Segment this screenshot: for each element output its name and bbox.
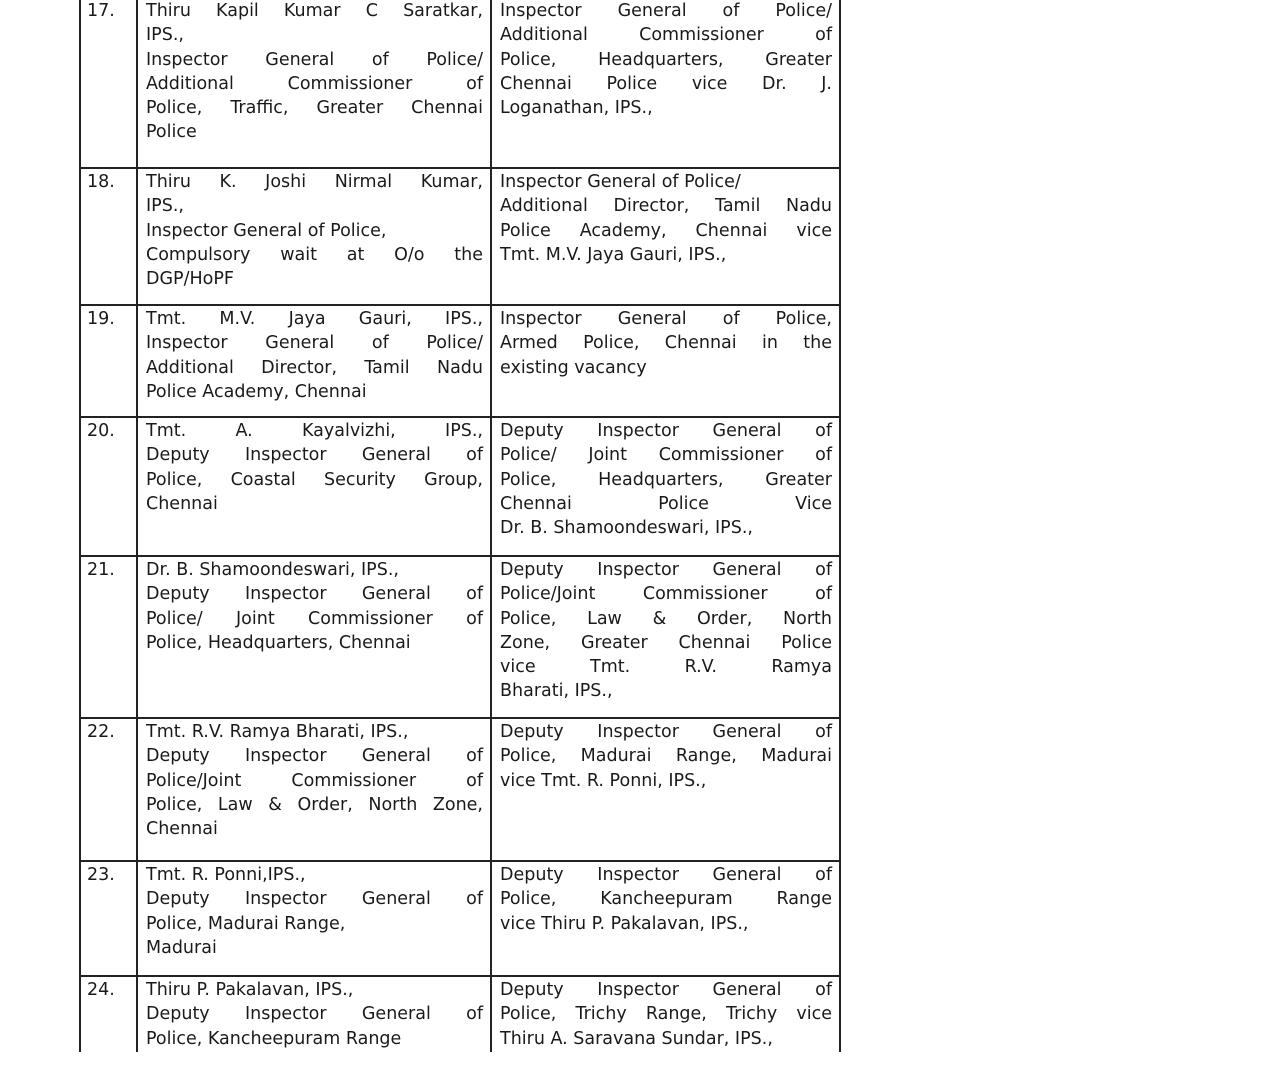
text-line: Deputy Inspector General of: [146, 584, 483, 605]
text-line: Dr. B. Shamoondeswari, IPS.,: [500, 518, 753, 539]
posting-cell: [500, 306, 832, 380]
text-line: Thiru Kapil Kumar C Saratkar,: [146, 1, 483, 21]
text-line: Police Academy, Chennai: [146, 381, 367, 402]
text-line: Police, Madurai Range,: [146, 913, 346, 934]
text-line: Thiru P. Pakalavan, IPS.,: [146, 980, 354, 1000]
text-line: Police Academy, Chennai vice: [500, 220, 832, 241]
text-line: Tmt. R. Ponni,IPS.,: [146, 865, 306, 885]
text-line: Madurai: [146, 937, 217, 958]
text-line: Additional Director, Tamil Nadu: [500, 196, 832, 217]
text-line: Tmt. R.V. Ramya Bharati, IPS.,: [146, 722, 409, 742]
text-line: Inspector General of Police/: [146, 333, 483, 354]
transfer-posting-table: [79, 0, 841, 1052]
text-line: Tmt. M.V. Jaya Gauri, IPS.,: [146, 309, 483, 329]
text-line: Police, Kancheepuram Range: [500, 889, 832, 910]
posting-cell: [500, 557, 832, 704]
text-line: Bharati, IPS.,: [500, 681, 613, 702]
text-line: Police, Trichy Range, Trichy vice: [500, 1004, 832, 1025]
text-line: Deputy Inspector General of: [146, 1004, 483, 1025]
officer-cell: [146, 862, 483, 960]
posting-cell: [500, 977, 832, 1051]
text-line: Inspector General of Police/: [500, 1, 832, 21]
posting-cell: [500, 862, 832, 936]
text-line: Inspector General of Police,: [500, 309, 832, 329]
officer-cell: [146, 0, 483, 145]
text-line: DGP/HoPF: [146, 269, 234, 290]
column-divider: [136, 0, 138, 1052]
column-divider: [490, 0, 492, 1052]
table-row: [79, 860, 841, 975]
text-line: Police, Law & Order, North Zone,: [146, 794, 483, 815]
text-line: Thiru K. Joshi Nirmal Kumar,: [146, 172, 483, 192]
text-line: Armed Police, Chennai in the: [500, 333, 832, 354]
serial-number: 22.: [87, 722, 115, 742]
table-row: [79, 167, 841, 304]
text-line: Deputy Inspector General of: [500, 980, 832, 1000]
table-row: [79, 416, 841, 555]
text-line: IPS.,: [146, 25, 184, 46]
officer-cell: [146, 719, 483, 841]
text-line: Police, Traffic, Greater Chennai: [146, 98, 483, 119]
text-line: Deputy Inspector General of: [500, 865, 832, 885]
serial-number: 23.: [87, 865, 115, 885]
text-line: Inspector General of Police/: [146, 49, 483, 70]
serial-number: 19.: [87, 309, 115, 329]
text-line: Chennai: [146, 819, 218, 840]
text-line: Deputy Inspector General of: [146, 889, 483, 910]
text-line: Additional Director, Tamil Nadu: [146, 357, 483, 378]
text-line: Deputy Inspector General of: [500, 421, 832, 441]
text-line: Deputy Inspector General of: [146, 746, 483, 767]
posting-cell: [500, 418, 832, 540]
text-line: Dr. B. Shamoondeswari, IPS.,: [146, 560, 399, 580]
text-line: vice Thiru P. Pakalavan, IPS.,: [500, 913, 749, 934]
text-line: Police, Headquarters, Greater: [500, 49, 832, 70]
text-line: Deputy Inspector General of: [146, 445, 483, 466]
text-line: Compulsory wait at O/o the: [146, 244, 483, 265]
serial-number: 17.: [87, 1, 115, 21]
text-line: Additional Commissioner of: [146, 73, 483, 94]
text-line: IPS.,: [146, 196, 184, 217]
text-line: Police, Kancheepuram Range: [146, 1028, 402, 1049]
text-line: Police/ Joint Commissioner of: [500, 445, 832, 466]
text-line: existing vacancy: [500, 357, 647, 378]
table-row: [79, 0, 841, 167]
text-line: Thiru A. Saravana Sundar, IPS.,: [500, 1028, 773, 1049]
text-line: Deputy Inspector General of: [500, 560, 832, 580]
officer-cell: [146, 977, 483, 1051]
text-line: Loganathan, IPS.,: [500, 98, 653, 119]
text-line: Chennai Police Vice: [500, 493, 832, 514]
text-line: Police, Headquarters, Chennai: [146, 632, 411, 653]
table-row: [79, 555, 841, 717]
officer-cell: [146, 169, 483, 291]
text-line: Chennai: [146, 493, 218, 514]
text-line: Tmt. M.V. Jaya Gauri, IPS.,: [500, 244, 727, 265]
text-line: Tmt. A. Kayalvizhi, IPS.,: [146, 421, 483, 441]
serial-number: 21.: [87, 560, 115, 580]
text-line: Police: [146, 122, 197, 143]
text-line: Police/Joint Commissioner of: [500, 584, 832, 605]
serial-number: 20.: [87, 421, 115, 441]
text-line: vice Tmt. R. Ponni, IPS.,: [500, 770, 707, 791]
table-row: [79, 717, 841, 860]
text-line: Deputy Inspector General of: [500, 722, 832, 742]
text-line: vice Tmt. R.V. Ramya: [500, 657, 832, 678]
text-line: Zone, Greater Chennai Police: [500, 632, 832, 653]
officer-cell: [146, 418, 483, 516]
table-border-left: [79, 0, 81, 1052]
text-line: Police/ Joint Commissioner of: [146, 608, 483, 629]
posting-cell: [500, 0, 832, 120]
table-border-right: [839, 0, 841, 1052]
officer-cell: [146, 557, 483, 655]
officer-cell: [146, 306, 483, 404]
table-row: [79, 304, 841, 416]
text-line: Police, Coastal Security Group,: [146, 469, 483, 490]
text-line: Chennai Police vice Dr. J.: [500, 73, 832, 94]
text-line: Inspector General of Police,: [146, 220, 387, 241]
posting-cell: [500, 169, 832, 267]
posting-cell: [500, 719, 832, 793]
serial-number: 18.: [87, 172, 115, 192]
table-row: [79, 975, 841, 1060]
serial-number: 24.: [87, 980, 115, 1000]
text-line: Police, Headquarters, Greater: [500, 469, 832, 490]
text-line: Police, Law & Order, North: [500, 608, 832, 629]
text-line: Inspector General of Police/: [500, 172, 741, 192]
text-line: Additional Commissioner of: [500, 25, 832, 46]
text-line: Police/Joint Commissioner of: [146, 770, 483, 791]
text-line: Police, Madurai Range, Madurai: [500, 746, 832, 767]
